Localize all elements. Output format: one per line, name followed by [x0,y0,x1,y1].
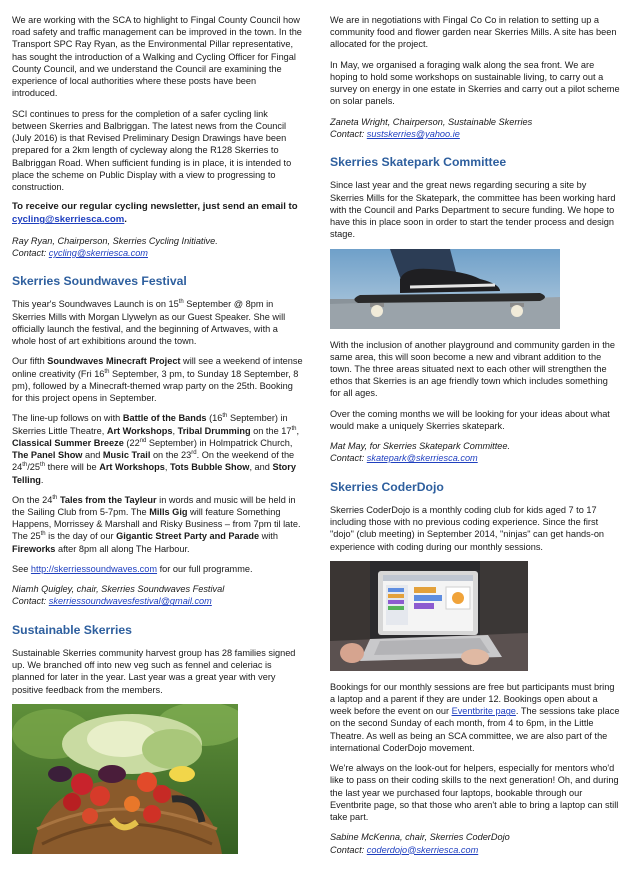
soundwaves-paragraph-3 [12,412,304,485]
text: See [12,563,31,574]
ordinal: th [104,368,110,375]
laptop-image [330,561,528,671]
event-name: Story Telling [12,462,296,485]
text: and [82,450,103,461]
cycling-newsletter-cta [12,201,304,227]
text: (22 [123,437,140,448]
text: after 8pm all along The Harbour. [55,543,190,554]
event-name: Tots Bubble Show [169,462,250,473]
text: . On the weekend of the 24 [12,450,295,473]
text: there will be [45,462,100,473]
text: On the 24 [12,494,53,505]
cycling-signature [12,235,304,259]
event-name: Art Workshops [106,425,173,436]
text: with [259,531,278,542]
cycling-contact-label: Contact: [12,248,49,259]
sustainable-heading: Sustainable Skerries [12,622,132,637]
skatepark-heading: Skerries Skatepark Committee [330,155,507,170]
coderdojo-contact-email[interactable]: coderdojo@skerriesca.com [366,844,479,855]
text: Our fifth [12,356,48,367]
text: in words and music will be held in the Sailing Club from 5-7pm. The [12,494,296,517]
cycling-email-link[interactable]: cycling@skerriesca.com [12,214,125,226]
cta-text: To receive our regular cycling newsletter, just send an email to [12,201,298,213]
text: September @ 8pm in Skerries Mills with Morgan Llywelyn as our Guest Speaker. She will officially launch the festival, and the beginning of Artwaves, with a whole host of art exhibitions around the town. [12,299,286,347]
event-name: Soundwaves Minecraft Project [47,356,181,367]
cycling-paragraph-2: SCI continues to press for the completion of a safer cycling link between Skerries and Balbriggan. The latest news from the Council (July 2016) is that Revised Preliminary Design Drawings have been prepared for a 2km length of cycleway along the R128 Skerries to Balbriggan Road. When sufficient funding is in place, it is intended to place the scheme on Public Display with a view to progressing to construction. [12,108,292,193]
text: will see a weekend of intense online creativity (Fri 16 [12,356,303,379]
text: will feature Something Happens, Morrissey & Marshall and Risky Business – from 7pm til late. The 25 [12,506,301,542]
text: September) in Skerries Little Theatre, [12,413,288,436]
vegetable-basket-image [12,704,238,854]
sustainable-sig-name: Zaneta Wright, Chairperson, Sustainable Skerries [330,116,533,127]
event-name: Art Workshops [99,462,165,473]
sustainable-signature [330,116,620,140]
text: on the 17 [250,425,292,436]
right-column [330,14,620,870]
skatepark-paragraph-1: Since last year and the great news regarding securing a site by Skerries Mills for the Skatepark, the committee has been working hard with the Council and Parks Department to secure funding. We hope to have this in place soon in order to start the tender process and design stage. [330,180,616,240]
text: Bookings for our monthly sessions are free but participants must bring a laptop and a parent if they are under 12. Bookings open about a week before the event on our [330,681,615,717]
cta-end: . [124,214,127,226]
event-name: The Panel Show [12,450,83,461]
sustainable-contact-label: Contact: [330,128,367,139]
text: (16 [206,413,223,424]
event-name: Mills Gig [149,506,188,517]
text: This year's Soundwaves Launch is on 15 [12,299,179,310]
soundwaves-see-programme [12,563,304,575]
skateboard-photo [330,249,560,329]
ordinal: rd [191,449,197,456]
event-name: Tales from the Tayleur [59,494,157,505]
text: , [164,462,170,473]
coderdojo-heading: Skerries CoderDojo [330,479,444,494]
eventbrite-link[interactable]: Eventbrite page [451,706,516,717]
cycling-contact-email[interactable]: cycling@skerriesca.com [48,248,148,259]
event-name: Music Trail [102,450,151,461]
laptop-photo [330,561,528,671]
skatepark-paragraph-3: Over the coming months we will be looking for your ideas about what would make a uniquely Skerries skatepark. [330,408,610,431]
cycling-paragraph-1: We are working with the SCA to highlight to Fingal County Council how road safety and traffic management can be improved in the town. In the Transport SPC Ray Ryan, as the Environmental Pillar representative, has sought the introduction of a Walking and Cycling Officer for Fingal County Council, and we understand the Council are examining the experience of local authorities where these posts have been introduced. [12,15,302,99]
text: September, 3 pm, to Sunday 18 September, 8 pm), followed by a Minecraft-themed wrap party on the 25th. Booking for this project opens in September. [12,368,299,404]
text: for our full programme. [157,563,253,574]
soundwaves-signature [12,583,304,607]
text: . The sessions take place on the second Sunday of each month, from 4 to 6pm, in the Little Theatre. As well as being an SCA committee, we are also part of the international CoderDojo movement. [330,706,620,753]
event-name: Classical Summer Breeze [12,437,124,448]
skatepark-paragraph-2: With the inclusion of another playground and community garden in the same area, this will soon become a new and vibrant addition to the town. The three areas situated next to each other will strengthen the ethos that Skerries is an age friendly town which includes something for all ages. [330,339,615,399]
soundwaves-paragraph-4 [12,494,304,555]
skatepark-section [330,154,620,465]
text: , [296,425,300,436]
soundwaves-heading: Skerries Soundwaves Festival [12,274,187,289]
soundwaves-section [12,273,304,607]
event-name: Battle of the Bands [122,413,207,424]
event-name: Tribal Drumming [177,425,251,436]
soundwaves-paragraph-2 [12,355,304,404]
text: on the 23 [150,450,192,461]
soundwaves-contact-label: Contact: [12,596,49,607]
soundwaves-website-link[interactable]: http://skerriessoundwaves.com [30,563,158,574]
text: , [172,425,178,436]
sustainable-continued [330,14,620,140]
coderdojo-paragraph-1: Skerries CoderDojo is a monthly coding club for kids aged 7 to 17 including those with no previous coding experience. Since the first "dojo" (club meeting) in September 2014, "ninjas" can get hands-on experience with coding during our monthly sessions. [330,504,605,552]
coderdojo-signature [330,831,620,855]
coderdojo-paragraph-2 [330,681,620,754]
event-name: Gigantic Street Party and Parade [116,531,260,542]
text: September) in Holmpatrick Church, [146,437,293,448]
sustainable-paragraph-3: In May, we organised a foraging walk along the sea front. We are hoping to hold some workshops on sustainable living, to carry out a survey on energy in one estate in Skerries and carry out a pilot scheme on solar panels. [330,59,620,107]
text: is the day of our [45,531,117,542]
sustainable-paragraph-2: We are in negotiations with Fingal Co Co in relation to setting up a community food and flower garden near Skerries Mills. A site has been allocated for the project. [330,15,617,50]
coderdojo-sig-name: Sabine McKenna, chair, Skerries CoderDojo [330,832,510,843]
ordinal: th [40,462,46,469]
skatepark-sig-name: Mat May, for Skerries Skatepark Committee. [330,441,511,452]
cycling-section [12,14,304,259]
skatepark-contact-label: Contact: [330,453,367,464]
soundwaves-paragraph-1 [12,298,304,347]
text: /25 [27,462,41,473]
sustainable-section [12,622,304,854]
ordinal: th [22,462,28,469]
ordinal: nd [139,437,147,444]
event-name: Fireworks [12,543,56,554]
left-column [12,14,304,864]
text: The line-up follows on with [12,413,123,424]
ordinal: th [222,413,228,420]
coderdojo-paragraph-3: We're always on the look-out for helpers, especially for mentors who'd like to pass on their coding skills to the next generation! Oh, and during the last year we purchased four laptops, bookable through our Eventbrite page, so that those who aren't able to bring a laptop can still take part. [330,763,619,823]
sustainable-contact-email[interactable]: sustskerries@yahoo.ie [366,128,460,139]
sustainable-paragraph-1: Sustainable Skerries community harvest group has 28 families signed up. We branched off into new veg such as fennel and celeriac is planned for later in the year. Last year was a great year with very positive feedback from the members. [12,647,296,695]
soundwaves-contact-email[interactable]: skerriessoundwavesfestival@gmail.com [48,596,212,607]
coderdojo-contact-label: Contact: [330,844,367,855]
cycling-sig-name: Ray Ryan, Chairperson, Skerries Cycling Initiative. [12,235,218,246]
coderdojo-section [330,479,620,856]
vegetable-basket-photo [12,704,238,854]
skatepark-contact-email[interactable]: skatepark@skerriesca.com [366,453,478,464]
skatepark-signature [330,440,620,464]
ordinal: th [40,531,46,538]
skateboard-image [330,249,560,329]
ordinal: th [52,494,58,501]
soundwaves-sig-name: Niamh Quigley, chair, Skerries Soundwaves Festival [12,584,225,595]
ordinal: th [178,299,184,306]
text: . [40,474,44,485]
text: , and [249,462,273,473]
ordinal: th [291,425,297,432]
